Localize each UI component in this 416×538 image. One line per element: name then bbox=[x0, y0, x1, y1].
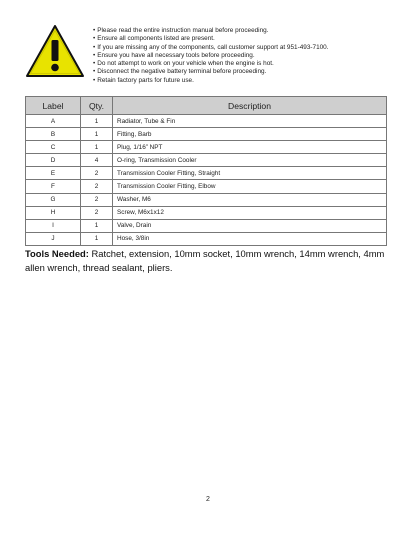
warning-item: • Please read the entire instruction manual before proceeding. bbox=[93, 27, 329, 35]
table-row bbox=[26, 141, 387, 154]
warning-item: • Disconnect the negative battery terminal before proceeding. bbox=[93, 68, 329, 76]
cell-description: Screw, M6x1x12 bbox=[113, 206, 387, 219]
table-row bbox=[26, 193, 387, 206]
cell-qty: 1 bbox=[81, 128, 113, 141]
page-number: 2 bbox=[206, 496, 210, 503]
cell-label: C bbox=[26, 141, 81, 154]
warning-item: • Retain factory parts for future use. bbox=[93, 77, 329, 85]
cell-description: Valve, Drain bbox=[113, 219, 387, 232]
cell-description: O-ring, Transmission Cooler bbox=[113, 154, 387, 167]
table-row bbox=[26, 167, 387, 180]
warning-list bbox=[93, 27, 329, 85]
tools-needed-label: Tools Needed: bbox=[25, 248, 89, 259]
warning-item: • If you are missing any of the components, call customer support at 951-493-7100. bbox=[93, 44, 329, 52]
cell-label: F bbox=[26, 180, 81, 193]
cell-qty: 1 bbox=[81, 232, 113, 245]
table-row bbox=[26, 206, 387, 219]
cell-label: B bbox=[26, 128, 81, 141]
cell-description: Radiator, Tube & Fin bbox=[113, 115, 387, 128]
cell-description: Hose, 3/8in bbox=[113, 232, 387, 245]
cell-qty: 2 bbox=[81, 180, 113, 193]
cell-description: Fitting, Barb bbox=[113, 128, 387, 141]
column-header-description: Description bbox=[113, 97, 387, 115]
cell-qty: 1 bbox=[81, 141, 113, 154]
cell-label: A bbox=[26, 115, 81, 128]
warning-item: • Do not attempt to work on your vehicle when the engine is hot. bbox=[93, 60, 329, 68]
table-row bbox=[26, 128, 387, 141]
parts-table bbox=[25, 96, 387, 246]
cell-label: J bbox=[26, 232, 81, 245]
table-header-row bbox=[26, 97, 387, 115]
cell-description: Washer, M6 bbox=[113, 193, 387, 206]
column-header-qty: Qty. bbox=[81, 97, 113, 115]
cell-qty: 4 bbox=[81, 154, 113, 167]
cell-qty: 2 bbox=[81, 206, 113, 219]
cell-qty: 1 bbox=[81, 219, 113, 232]
warning-icon bbox=[25, 24, 85, 79]
cell-label: H bbox=[26, 206, 81, 219]
cell-description: Transmission Cooler Fitting, Straight bbox=[113, 167, 387, 180]
cell-qty: 1 bbox=[81, 115, 113, 128]
warning-item: • Ensure all components listed are present. bbox=[93, 35, 329, 43]
cell-label: D bbox=[26, 154, 81, 167]
cell-description: Transmission Cooler Fitting, Elbow bbox=[113, 180, 387, 193]
table-row bbox=[26, 115, 387, 128]
table-row bbox=[26, 219, 387, 232]
tools-needed-text: Ratchet, extension, 10mm socket, 10mm wrench, 14mm wrench, 4mm allen wrench, thread sealant, pliers. bbox=[25, 248, 385, 273]
tools-needed-paragraph bbox=[25, 247, 395, 274]
column-header-label: Label bbox=[26, 97, 81, 115]
cell-qty: 2 bbox=[81, 167, 113, 180]
cell-label: I bbox=[26, 219, 81, 232]
table-row bbox=[26, 232, 387, 245]
cell-label: E bbox=[26, 167, 81, 180]
table-row bbox=[26, 154, 387, 167]
cell-description: Plug, 1/16” NPT bbox=[113, 141, 387, 154]
cell-label: G bbox=[26, 193, 81, 206]
table-row bbox=[26, 180, 387, 193]
warning-item: • Ensure you have all necessary tools before proceeding. bbox=[93, 52, 329, 60]
cell-qty: 2 bbox=[81, 193, 113, 206]
